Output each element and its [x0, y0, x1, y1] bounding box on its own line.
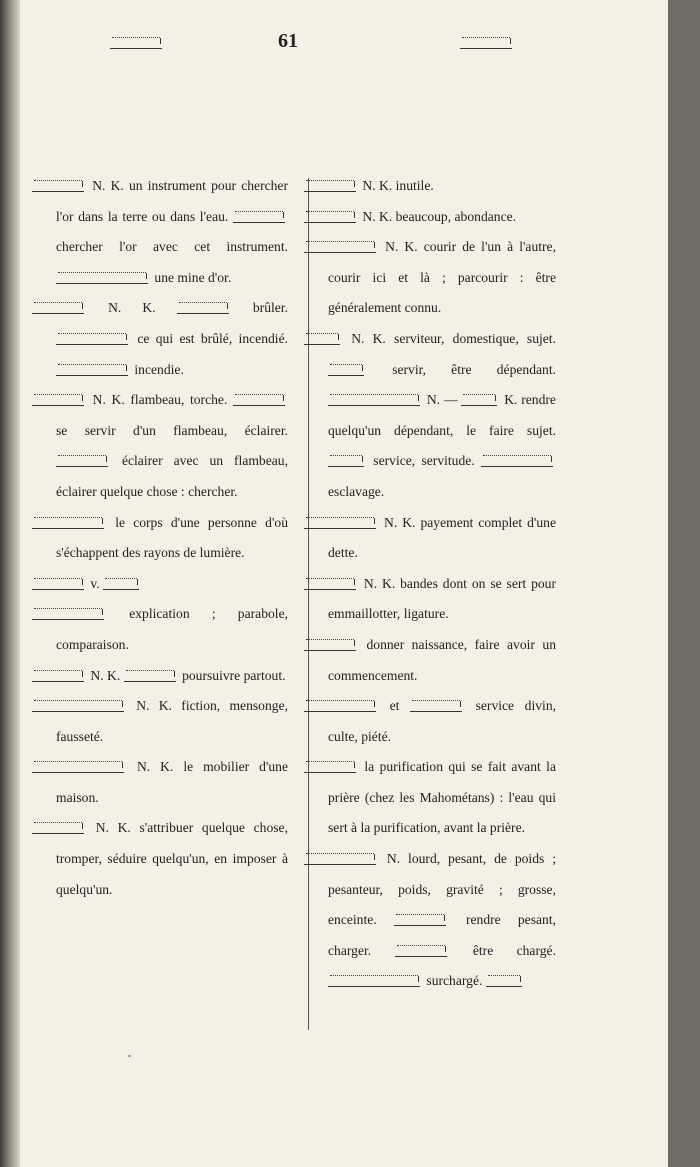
javanese-word-icon	[233, 208, 285, 223]
javanese-headword-icon	[32, 177, 84, 192]
dictionary-entry: N. K. bandes dont on se sert pour emmaillotter, ligature.	[304, 569, 556, 630]
dictionary-entry: N. K. fiction, mensonge, fausseté.	[32, 691, 288, 752]
javanese-headword-icon	[304, 177, 356, 192]
javanese-running-head-right-icon	[460, 34, 512, 49]
left-column	[32, 171, 288, 905]
dictionary-entry: N. K. s'attribuer quelque chose, tromper, séduire quelqu'un, en imposer à quelqu'un.	[32, 813, 288, 905]
previous-page-edge	[0, 0, 20, 1167]
javanese-word-icon	[410, 697, 462, 712]
page-header	[20, 30, 668, 60]
javanese-word-icon	[328, 452, 364, 467]
javanese-headword-icon	[32, 605, 104, 620]
javanese-headword-icon	[304, 850, 376, 865]
javanese-word-icon	[177, 299, 229, 314]
dictionary-page	[20, 0, 668, 1167]
dictionary-entry: N. K. le mobilier d'une maison.	[32, 752, 288, 813]
dictionary-entry: N. K. inutile.	[304, 171, 556, 202]
javanese-word-icon	[486, 972, 522, 987]
dictionary-entry: N. K. beaucoup, abondance.	[304, 202, 556, 233]
dictionary-entry: N. lourd, pesant, de poids ; pesanteur, poids, gravité ; grosse, enceinte. rendre pesant, charger. être chargé. surchargé.	[304, 844, 556, 997]
javanese-word-icon	[56, 361, 128, 376]
javanese-headword-icon	[32, 697, 124, 712]
javanese-word-icon	[56, 452, 108, 467]
javanese-word-icon	[124, 667, 176, 682]
dictionary-entry: explication ; parabole, comparaison.	[32, 599, 288, 660]
dictionary-entry: N. K. brûler. ce qui est brûlé, incendié. incendie.	[32, 293, 288, 385]
javanese-headword-icon	[304, 636, 356, 651]
javanese-headword-icon	[304, 697, 376, 712]
javanese-word-icon	[328, 972, 420, 987]
page-number: 61	[278, 30, 298, 52]
javanese-word-icon	[395, 942, 447, 957]
dictionary-entry: N. K. serviteur, domestique, sujet. servir, être dépendant. N. — K. rendre quelqu'un dépendant, le faire sujet. service, servitude. esclavage.	[304, 324, 556, 508]
dictionary-entry: N. K. un instrument pour chercher l'or dans la terre ou dans l'eau. chercher l'or avec cet instrument. une mine d'or.	[32, 171, 288, 293]
javanese-headword-icon	[32, 667, 84, 682]
javanese-headword-icon	[32, 391, 84, 406]
javanese-word-icon	[56, 269, 148, 284]
javanese-running-head-left-icon	[110, 34, 162, 49]
dictionary-entry: et service divin, culte, piété.	[304, 691, 556, 752]
javanese-headword-icon	[304, 514, 376, 529]
javanese-headword-icon	[304, 330, 340, 345]
javanese-headword-icon	[32, 758, 124, 773]
javanese-word-icon	[481, 452, 553, 467]
dictionary-entry: le corps d'une personne d'où s'échappent des rayons de lumière.	[32, 508, 288, 569]
javanese-headword-icon	[32, 299, 84, 314]
javanese-word-icon	[233, 391, 285, 406]
page-speck	[128, 1055, 131, 1057]
javanese-headword-icon	[32, 575, 84, 590]
javanese-word-icon	[328, 391, 420, 406]
dictionary-entry: N. K. courir de l'un à l'autre, courir ici et là ; parcourir : être généralement connu.	[304, 232, 556, 324]
dictionary-entry: N. K. flambeau, torche. se servir d'un flambeau, éclairer. éclairer avec un flambeau, éclairer quelque chose : chercher.	[32, 385, 288, 507]
dictionary-entry: la purification qui se fait avant la prière (chez les Mahométans) : l'eau qui sert à la purification, avant la prière.	[304, 752, 556, 844]
dictionary-entry: donner naissance, faire avoir un commencement.	[304, 630, 556, 691]
javanese-headword-icon	[32, 819, 84, 834]
right-column	[304, 171, 556, 997]
javanese-word-icon	[394, 911, 446, 926]
javanese-headword-icon	[304, 758, 356, 773]
javanese-word-icon	[56, 330, 128, 345]
javanese-headword-icon	[304, 575, 356, 590]
javanese-word-icon	[103, 575, 139, 590]
dictionary-entry: N. K. payement complet d'une dette.	[304, 508, 556, 569]
dictionary-entry: N. K. poursuivre partout.	[32, 661, 288, 692]
dictionary-entry: v.	[32, 569, 288, 600]
javanese-headword-icon	[304, 208, 356, 223]
javanese-word-icon	[461, 391, 497, 406]
javanese-word-icon	[328, 361, 364, 376]
javanese-headword-icon	[32, 514, 104, 529]
javanese-headword-icon	[304, 238, 376, 253]
